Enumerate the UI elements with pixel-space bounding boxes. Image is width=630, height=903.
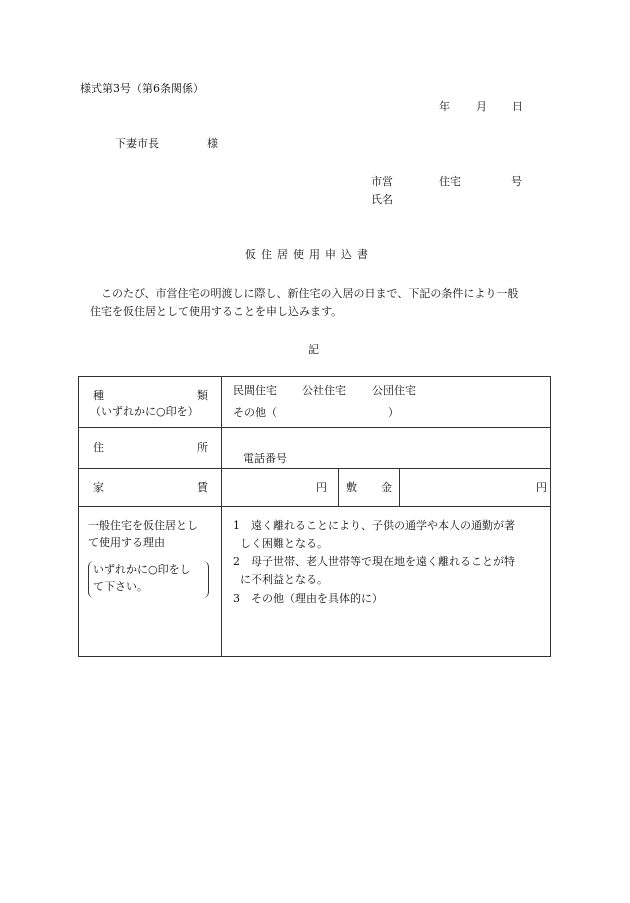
date-month-label: 月 [476, 100, 487, 113]
ki-label: 記 [308, 343, 319, 356]
title-char: 住 [261, 248, 272, 261]
row-divider [79, 506, 550, 507]
rent-label-left: 家 [93, 481, 104, 494]
title-char: 居 [277, 248, 288, 261]
document-title [245, 249, 368, 260]
address-label-right: 所 [197, 441, 208, 454]
applicant-housing-middle: 住宅 [439, 175, 461, 188]
reason-label-line-1: 一般住宅を仮住居とし [88, 519, 198, 532]
type-label-left: 種 [93, 389, 104, 402]
column-divider [399, 468, 400, 506]
title-char: 仮 [245, 248, 256, 261]
reason-note-line-2: て下さい。 [93, 580, 148, 593]
reason-2-line-1[interactable]: 2 母子世帯、老人世帯等で現在地を遠く離れることが特 [233, 555, 515, 568]
column-divider [221, 377, 222, 657]
address-label-left: 住 [93, 441, 104, 454]
deposit-label-right: 金 [381, 481, 392, 494]
rent-label-right: 賃 [197, 481, 208, 494]
application-table [78, 376, 551, 657]
rent-unit: 円 [316, 481, 327, 494]
date-year-label: 年 [439, 100, 450, 113]
row-divider [79, 427, 550, 428]
reason-1-line-2: しく困難となる。 [240, 537, 328, 550]
reason-label-line-2: て使用する理由 [88, 536, 165, 549]
deposit-label-left: 敷 [346, 481, 357, 494]
body-line-1: このたび、市営住宅の明渡しに際し、新住宅の入居の日まで、下記の条件により一般 [101, 287, 519, 300]
addressee-honorific: 様 [207, 137, 218, 150]
type-other-label[interactable]: その他（ [233, 406, 277, 419]
row-divider [79, 468, 550, 469]
type-option-private[interactable]: 民間住宅 [233, 384, 277, 397]
rent-label [93, 482, 208, 493]
reason-1-line-1[interactable]: 1 遠く離れることにより、子供の通学や本人の通勤が著 [233, 519, 515, 532]
type-label-sub: （いずれかに○印を） [90, 405, 199, 418]
reason-3[interactable]: 3 その他（理由を具体的に） [233, 592, 383, 605]
form-id: 様式第3号（第6条関係） [80, 82, 204, 95]
applicant-housing-suffix: 号 [511, 175, 522, 188]
address-label [93, 442, 208, 453]
type-label [93, 390, 208, 401]
body-line-2: 住宅を仮住居として使用することを申し込みます。 [90, 305, 343, 318]
date-day-label: 日 [512, 100, 523, 113]
deposit-label [346, 482, 392, 493]
title-char: 使 [293, 248, 304, 261]
title-char: 用 [309, 248, 320, 261]
phone-label: 電話番号 [243, 452, 287, 465]
type-label-right: 類 [197, 389, 208, 402]
reason-note [88, 561, 209, 598]
title-char: 書 [357, 248, 368, 261]
applicant-name-label: 氏名 [371, 193, 393, 206]
deposit-unit: 円 [536, 481, 547, 494]
reason-note-line-1: いずれかに○印をし [93, 563, 191, 576]
reason-2-line-2: に不利益となる。 [240, 573, 328, 586]
type-option-public-corp[interactable]: 公社住宅 [302, 384, 346, 397]
type-other-close: ） [388, 406, 399, 419]
title-char: 込 [341, 248, 352, 261]
column-divider [338, 468, 339, 506]
addressee-name: 下妻市長 [115, 137, 159, 150]
applicant-housing-label: 市営 [371, 175, 393, 188]
title-char: 申 [325, 248, 336, 261]
type-option-public-agency[interactable]: 公団住宅 [372, 384, 416, 397]
